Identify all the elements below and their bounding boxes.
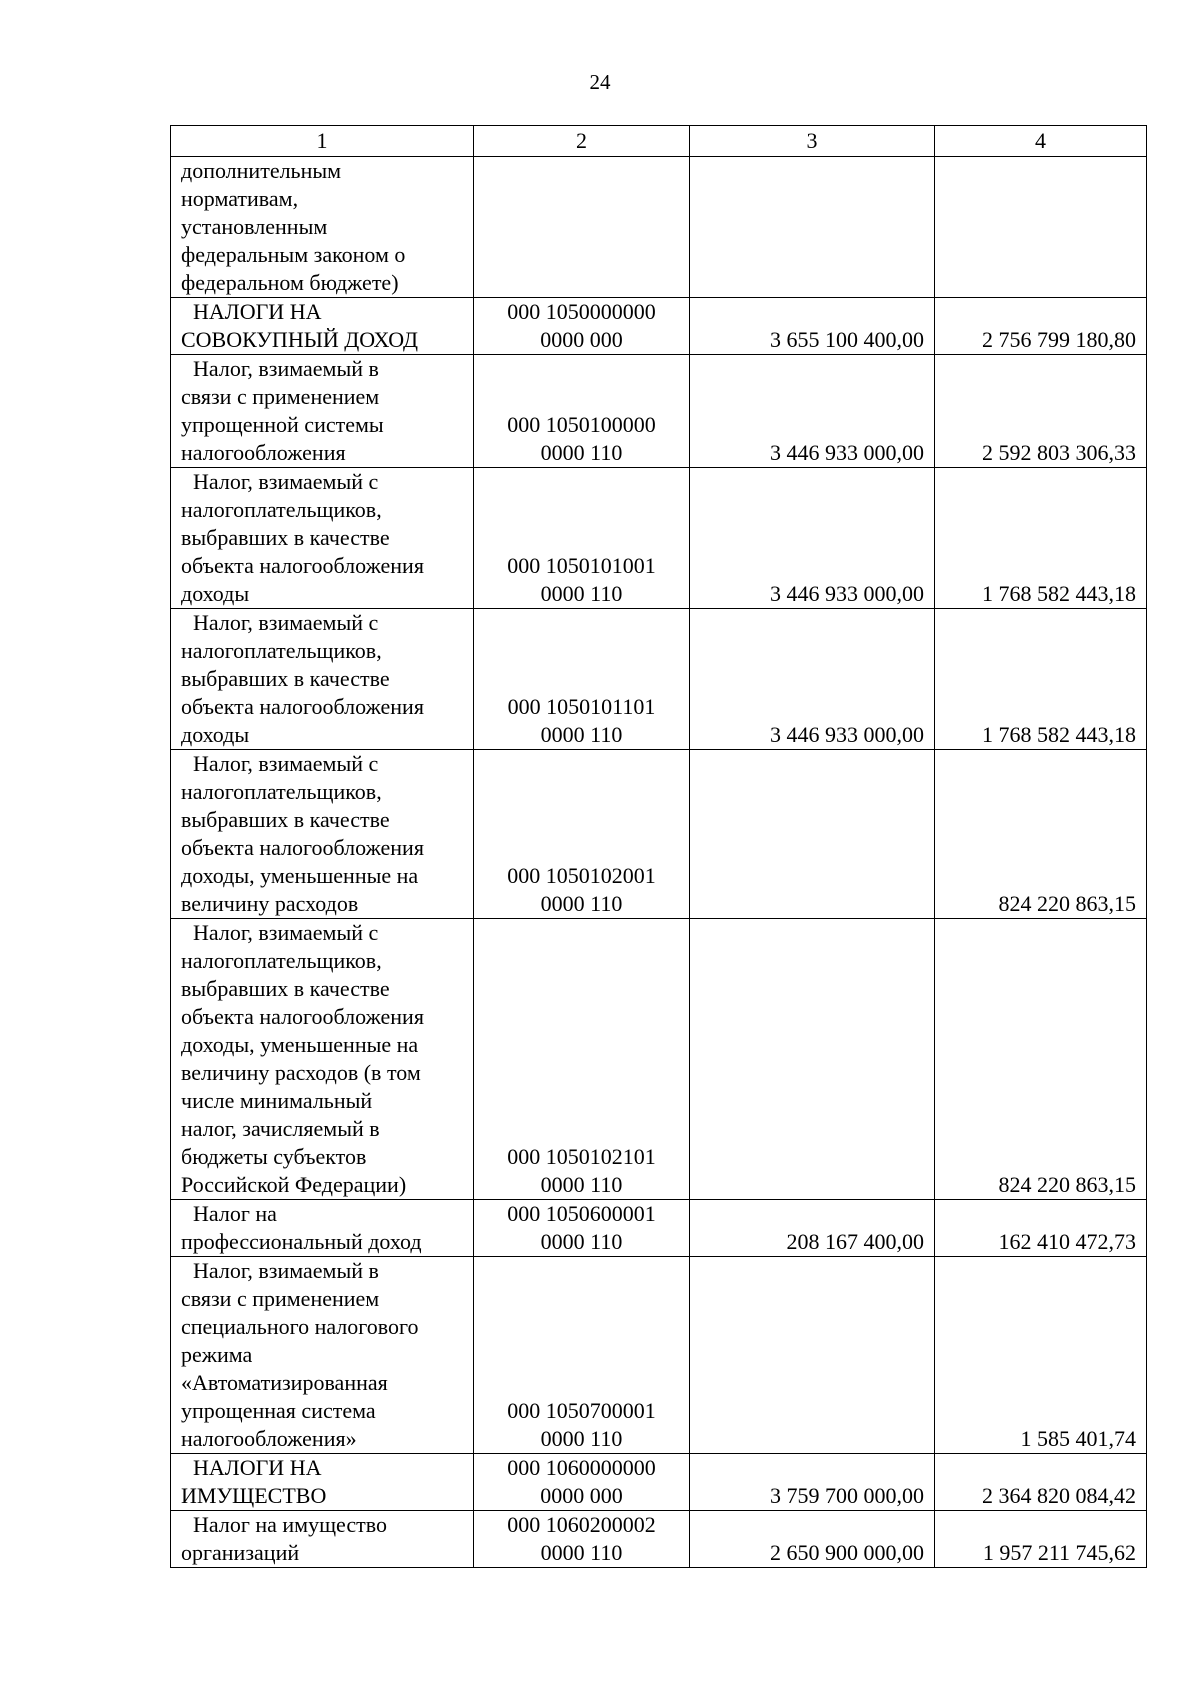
revenue-name-cell bbox=[171, 1454, 474, 1511]
plan-amount-cell bbox=[690, 1257, 935, 1454]
revenue-name-line: связи с применением bbox=[181, 384, 380, 409]
revenue-name-line: бюджеты субъектов bbox=[181, 1144, 367, 1169]
page-number: 24 bbox=[589, 70, 611, 94]
budget-code-line: 0000 110 bbox=[540, 440, 623, 465]
actual-amount-cell: 2 592 803 306,33 bbox=[935, 355, 1147, 468]
revenue-name-line: объекта налогообложения bbox=[181, 553, 424, 578]
revenue-name-line: величину расходов (в том bbox=[181, 1060, 421, 1085]
table-row bbox=[171, 1200, 1147, 1257]
table-row bbox=[171, 157, 1147, 298]
table-row bbox=[171, 1454, 1147, 1511]
revenue-name-line: нормативам, bbox=[181, 186, 299, 211]
revenue-name-line: связи с применением bbox=[181, 1286, 380, 1311]
revenue-name-line: величину расходов bbox=[181, 891, 359, 916]
revenue-name-line: доходы bbox=[181, 581, 250, 606]
budget-code-line: 0000 110 bbox=[540, 1229, 623, 1254]
budget-code-line: 000 1050000000 bbox=[507, 299, 656, 324]
table-row bbox=[171, 919, 1147, 1200]
budget-code-line: 000 1060200002 bbox=[507, 1512, 656, 1537]
column-number: 1 bbox=[171, 126, 474, 157]
plan-amount-cell: 3 446 933 000,00 bbox=[690, 468, 935, 609]
revenue-name-line: специального налогового bbox=[181, 1314, 419, 1339]
budget-code-line: 000 1060000000 bbox=[507, 1455, 656, 1480]
revenue-name-cell bbox=[171, 157, 474, 298]
column-number: 3 bbox=[690, 126, 935, 157]
budget-code-line: 000 1050102101 bbox=[507, 1144, 656, 1169]
revenue-name-line: Налог на имущество bbox=[193, 1512, 387, 1537]
revenue-name-line: организаций bbox=[181, 1540, 300, 1565]
actual-amount-cell: 1 957 211 745,62 bbox=[935, 1511, 1147, 1568]
revenue-name-line: установленным bbox=[181, 214, 328, 239]
revenue-name-line: Налог, взимаемый с bbox=[193, 610, 379, 635]
revenue-name-line: налогообложения bbox=[181, 440, 346, 465]
budget-code-line: 0000 110 bbox=[540, 1426, 623, 1451]
budget-code-line: 0000 110 bbox=[540, 722, 623, 747]
revenue-name-line: объекта налогообложения bbox=[181, 694, 424, 719]
plan-amount-cell bbox=[690, 919, 935, 1200]
revenue-name-line: объекта налогообложения bbox=[181, 835, 424, 860]
revenue-name-line: доходы, уменьшенные на bbox=[181, 1032, 419, 1057]
budget-code-cell bbox=[474, 1200, 690, 1257]
plan-amount-cell bbox=[690, 750, 935, 919]
actual-amount-cell: 162 410 472,73 bbox=[935, 1200, 1147, 1257]
budget-code-cell bbox=[474, 157, 690, 298]
revenue-name-cell bbox=[171, 298, 474, 355]
revenue-name-line: налогоплательщиков, bbox=[181, 497, 382, 522]
actual-amount-cell: 2 364 820 084,42 bbox=[935, 1454, 1147, 1511]
revenue-name-cell bbox=[171, 750, 474, 919]
column-number-row bbox=[171, 126, 1147, 157]
budget-code-cell bbox=[474, 609, 690, 750]
revenue-name-line: Налог, взимаемый в bbox=[193, 1258, 379, 1283]
revenue-name-line: «Автоматизированная bbox=[181, 1370, 388, 1395]
revenue-name-line: Налог, взимаемый в bbox=[193, 356, 379, 381]
budget-code-line: 0000 000 bbox=[540, 1483, 623, 1508]
budget-code-cell bbox=[474, 298, 690, 355]
table-body bbox=[171, 126, 1147, 1568]
budget-code-cell bbox=[474, 1454, 690, 1511]
budget-code-line: 0000 110 bbox=[540, 581, 623, 606]
budget-code-cell bbox=[474, 468, 690, 609]
revenue-name-line: доходы, уменьшенные на bbox=[181, 863, 419, 888]
revenue-name-line: налогоплательщиков, bbox=[181, 779, 382, 804]
budget-code-line: 000 1050100000 bbox=[507, 412, 656, 437]
revenue-name-line: доходы bbox=[181, 722, 250, 747]
revenue-name-cell bbox=[171, 1511, 474, 1568]
revenue-name-line: Налог, взимаемый с bbox=[193, 751, 379, 776]
actual-amount-cell: 1 768 582 443,18 bbox=[935, 468, 1147, 609]
revenue-name-line: СОВОКУПНЫЙ ДОХОД bbox=[181, 327, 419, 352]
plan-amount-cell: 208 167 400,00 bbox=[690, 1200, 935, 1257]
revenue-name-line: выбравших в качестве bbox=[181, 525, 390, 550]
budget-code-line: 000 1050101001 bbox=[507, 553, 656, 578]
revenue-name-line: режима bbox=[181, 1342, 253, 1367]
revenue-table bbox=[170, 125, 1147, 1568]
budget-code-line: 0000 110 bbox=[540, 1540, 623, 1565]
revenue-name-line: налогоплательщиков, bbox=[181, 638, 382, 663]
budget-code-line: 000 1050700001 bbox=[507, 1398, 656, 1423]
revenue-name-cell bbox=[171, 1200, 474, 1257]
revenue-name-line: упрощенной системы bbox=[181, 412, 384, 437]
revenue-name-line: объекта налогообложения bbox=[181, 1004, 424, 1029]
revenue-name-line: налог, зачисляемый в bbox=[181, 1116, 380, 1141]
revenue-name-line: ИМУЩЕСТВО bbox=[181, 1483, 327, 1508]
table-row bbox=[171, 609, 1147, 750]
table-row bbox=[171, 355, 1147, 468]
revenue-name-cell bbox=[171, 468, 474, 609]
revenue-name-cell bbox=[171, 609, 474, 750]
budget-code-line: 0000 110 bbox=[540, 891, 623, 916]
revenue-name-line: федеральным законом о bbox=[181, 242, 406, 267]
plan-amount-cell: 3 446 933 000,00 bbox=[690, 355, 935, 468]
budget-code-line: 000 1050600001 bbox=[507, 1201, 656, 1226]
revenue-name-line: НАЛОГИ НА bbox=[193, 299, 322, 324]
actual-amount-cell bbox=[935, 157, 1147, 298]
table-row bbox=[171, 298, 1147, 355]
budget-code-cell bbox=[474, 919, 690, 1200]
plan-amount-cell bbox=[690, 157, 935, 298]
plan-amount-cell: 3 655 100 400,00 bbox=[690, 298, 935, 355]
revenue-name-line: числе минимальный bbox=[181, 1088, 373, 1113]
budget-code-line: 000 1050101101 bbox=[507, 694, 656, 719]
revenue-name-line: налогоплательщиков, bbox=[181, 948, 382, 973]
revenue-name-line: Российской Федерации) bbox=[181, 1172, 407, 1197]
revenue-name-line: выбравших в качестве bbox=[181, 666, 390, 691]
budget-code-line: 0000 000 bbox=[540, 327, 623, 352]
budget-code-line: 000 1050102001 bbox=[507, 863, 656, 888]
revenue-name-line: Налог, взимаемый с bbox=[193, 469, 379, 494]
table-row bbox=[171, 468, 1147, 609]
actual-amount-cell: 1 768 582 443,18 bbox=[935, 609, 1147, 750]
revenue-name-line: Налог, взимаемый с bbox=[193, 920, 379, 945]
actual-amount-cell: 824 220 863,15 bbox=[935, 919, 1147, 1200]
revenue-name-line: Налог на bbox=[193, 1201, 277, 1226]
revenue-name-cell bbox=[171, 1257, 474, 1454]
plan-amount-cell: 3 759 700 000,00 bbox=[690, 1454, 935, 1511]
revenue-name-cell bbox=[171, 355, 474, 468]
column-number: 4 bbox=[935, 126, 1147, 157]
budget-code-cell bbox=[474, 1511, 690, 1568]
revenue-name-line: НАЛОГИ НА bbox=[193, 1455, 322, 1480]
table-row bbox=[171, 1511, 1147, 1568]
revenue-name-line: выбравших в качестве bbox=[181, 976, 390, 1001]
budget-code-line: 0000 110 bbox=[540, 1172, 623, 1197]
actual-amount-cell: 2 756 799 180,80 bbox=[935, 298, 1147, 355]
revenue-name-line: федеральном бюджете) bbox=[181, 270, 399, 295]
budget-code-cell bbox=[474, 1257, 690, 1454]
revenue-name-line: профессиональный доход bbox=[181, 1229, 422, 1254]
table-row bbox=[171, 750, 1147, 919]
column-number: 2 bbox=[474, 126, 690, 157]
revenue-name-line: выбравших в качестве bbox=[181, 807, 390, 832]
plan-amount-cell: 3 446 933 000,00 bbox=[690, 609, 935, 750]
revenue-name-cell bbox=[171, 919, 474, 1200]
table-row bbox=[171, 1257, 1147, 1454]
actual-amount-cell: 824 220 863,15 bbox=[935, 750, 1147, 919]
actual-amount-cell: 1 585 401,74 bbox=[935, 1257, 1147, 1454]
revenue-name-line: упрощенная система bbox=[181, 1398, 376, 1423]
revenue-name-line: дополнительным bbox=[181, 158, 342, 183]
budget-code-cell bbox=[474, 750, 690, 919]
budget-code-cell bbox=[474, 355, 690, 468]
plan-amount-cell: 2 650 900 000,00 bbox=[690, 1511, 935, 1568]
revenue-name-line: налогообложения» bbox=[181, 1426, 357, 1451]
